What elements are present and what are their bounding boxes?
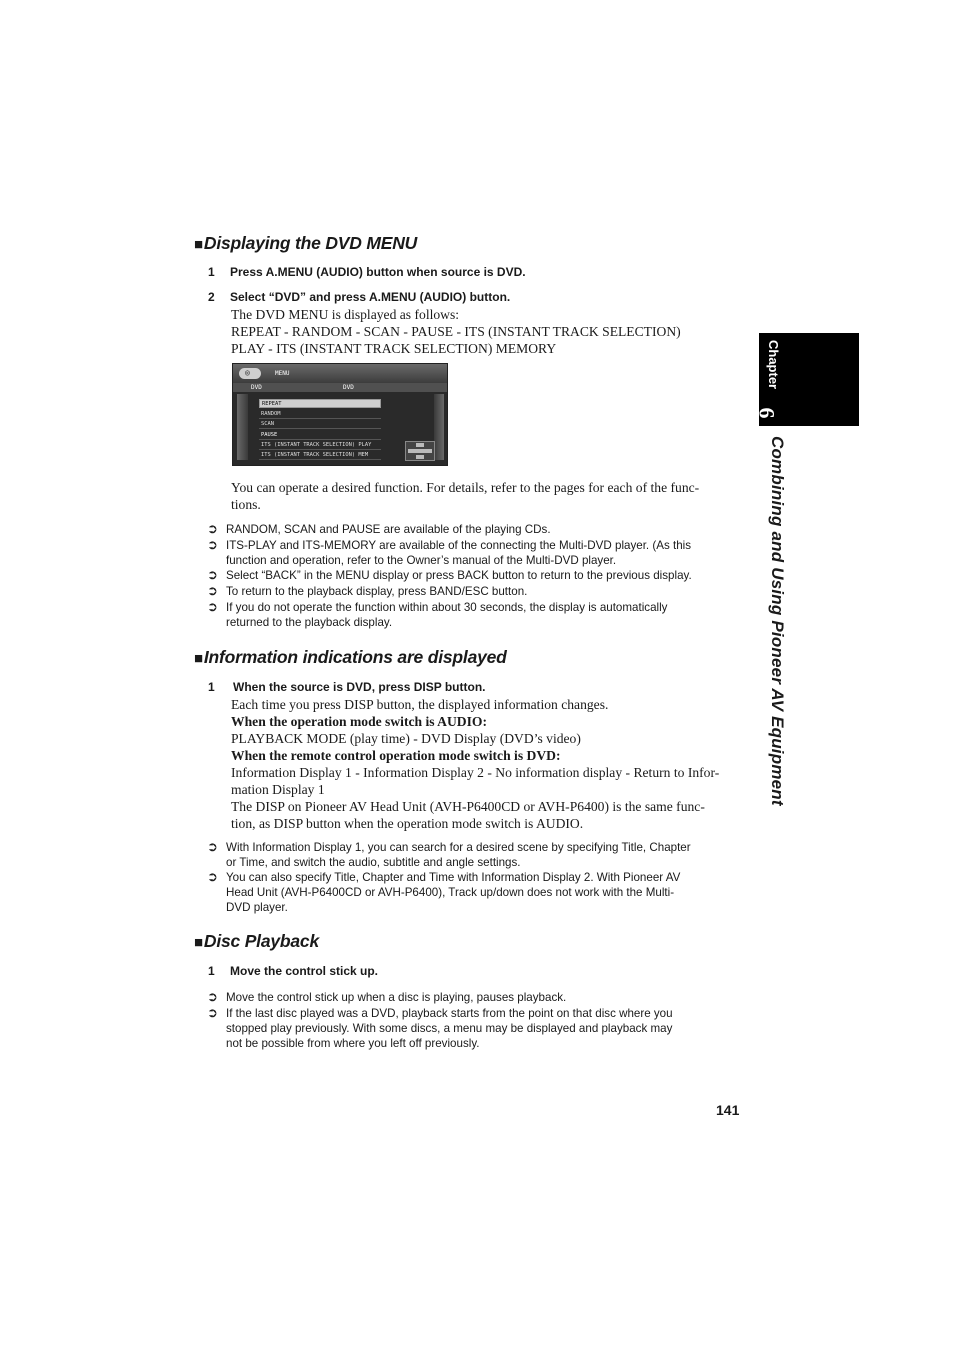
- step-text: Move the control stick up.: [230, 964, 379, 978]
- step: [208, 680, 486, 694]
- note-arrow-icon: ➲: [207, 869, 218, 884]
- note: [207, 1005, 673, 1051]
- chapter-number: 6: [754, 407, 780, 419]
- section-marker: ■: [194, 934, 203, 951]
- note: [207, 869, 681, 915]
- note-line: Move the control stick up when a disc is playing, pauses playback.: [226, 991, 567, 1004]
- note-line: ITS-PLAY and ITS-MEMORY are available of the connecting the Multi-DVD player. (As this: [226, 539, 692, 552]
- step-number: 1: [208, 964, 215, 978]
- note-arrow-icon: ➲: [207, 583, 218, 598]
- step-number: 1: [208, 680, 215, 694]
- chapter-title: Combining and Using Pioneer AV Equipment: [768, 436, 787, 806]
- page-number: 141: [716, 1102, 740, 1118]
- chapter-tab-label: [754, 340, 787, 426]
- step-number: 1: [208, 265, 215, 279]
- body-line: PLAYBACK MODE (play time) - DVD Display (DVD’s video): [231, 731, 581, 746]
- section-title: Displaying the DVD MENU: [203, 233, 418, 253]
- note-line: function and operation, refer to the Owner’s manual of the Multi-DVD player.: [226, 554, 617, 567]
- screen-menu-item: PAUSE: [259, 431, 381, 440]
- screen-subbar: [233, 383, 447, 392]
- body-text: [231, 306, 681, 357]
- body-line: mation Display 1: [231, 782, 325, 797]
- screen-dvd-label: DVD: [343, 384, 354, 391]
- screen-control-pad-icon: [405, 441, 435, 461]
- body-line: Each time you press DISP button, the displayed information changes.: [231, 697, 609, 712]
- note-line: To return to the playback display, press BAND/ESC button.: [226, 585, 528, 598]
- note-line: RANDOM, SCAN and PAUSE are available of the playing CDs.: [226, 523, 551, 536]
- body-line: You can operate a desired function. For details, refer to the pages for each of the func-: [231, 480, 700, 495]
- note: [207, 537, 692, 568]
- screen-right-rail: [434, 394, 444, 460]
- section-heading-disc-playback: [194, 931, 319, 952]
- section-marker: ■: [194, 650, 203, 667]
- note-line: not be possible from where you left off previously.: [226, 1037, 480, 1050]
- body-line-bold: When the remote control operation mode switch is DVD:: [231, 748, 561, 763]
- note: [207, 521, 551, 537]
- screen-menu-item: SCAN: [259, 420, 381, 429]
- body-line: PLAY - ITS (INSTANT TRACK SELECTION) MEMORY: [231, 341, 557, 356]
- body-line: REPEAT - RANDOM - SCAN - PAUSE - ITS (INSTANT TRACK SELECTION): [231, 324, 681, 339]
- screen-left-rail: [237, 394, 248, 460]
- note-arrow-icon: ➲: [207, 567, 218, 582]
- note-line: returned to the playback display.: [226, 616, 393, 629]
- note: [207, 839, 691, 870]
- note-line: stopped play previously. With some discs, a menu may be displayed and playback may: [226, 1022, 673, 1035]
- step-text: When the source is DVD, press DISP button.: [233, 680, 486, 694]
- body-line: tions.: [231, 497, 261, 512]
- disc-glyph-icon: ◎: [245, 368, 250, 377]
- body-line: The DISP on Pioneer AV Head Unit (AVH-P6400CD or AVH-P6400) is the same func-: [231, 799, 705, 814]
- step: [208, 964, 378, 978]
- step-number: 2: [208, 290, 215, 304]
- screen-header: [233, 364, 447, 383]
- chapter-label: Chapter: [766, 340, 781, 390]
- screen-menu-item: REPEAT: [259, 399, 381, 408]
- note-line: If you do not operate the function within about 30 seconds, the display is automatically: [226, 601, 668, 614]
- body-text: [231, 696, 719, 832]
- step: [208, 290, 510, 304]
- body-line: tion, as DISP button when the operation mode switch is AUDIO.: [231, 816, 584, 831]
- note-arrow-icon: ➲: [207, 1005, 218, 1020]
- dvd-menu-screenshot: [232, 363, 448, 466]
- note-arrow-icon: ➲: [207, 537, 218, 552]
- step-text: Press A.MENU (AUDIO) button when source is DVD.: [230, 265, 526, 279]
- note: [207, 599, 668, 630]
- body-line-bold: When the operation mode switch is AUDIO:: [231, 714, 488, 729]
- note-line: You can also specify Title, Chapter and Time with Information Display 2. With Pioneer AV: [226, 871, 681, 884]
- section-marker: ■: [194, 236, 203, 253]
- note: [207, 567, 692, 583]
- body-line: Information Display 1 - Information Display 2 - No information display - Return to Infor-: [231, 765, 720, 780]
- disc-icon: [239, 368, 261, 379]
- note: [207, 989, 567, 1005]
- body-text: [231, 479, 699, 513]
- note-arrow-icon: ➲: [207, 599, 218, 614]
- step: [208, 265, 526, 279]
- step-text: Select “DVD” and press A.MENU (AUDIO) button.: [230, 290, 511, 304]
- note-line: Head Unit (AVH-P6400CD or AVH-P6400), Track up/down does not work with the Multi-: [226, 886, 675, 899]
- note-line: Select “BACK” in the MENU display or press BACK button to return to the previous display.: [226, 569, 692, 582]
- section-title: Disc Playback: [203, 931, 319, 951]
- screen-menu-item: ITS (INSTANT TRACK SELECTION) PLAY: [259, 441, 381, 450]
- note-line: or Time, and switch the audio, subtitle and angle settings.: [226, 856, 521, 869]
- note-arrow-icon: ➲: [207, 521, 218, 536]
- screen-menu-item: ITS (INSTANT TRACK SELECTION) MEM: [259, 451, 381, 460]
- section-heading-information: [194, 647, 507, 668]
- screen-menu-item: RANDOM: [259, 410, 381, 419]
- note-arrow-icon: ➲: [207, 989, 218, 1004]
- note-line: If the last disc played was a DVD, playback starts from the point on that disc where you: [226, 1007, 673, 1020]
- screen-menu-label: MENU: [275, 370, 290, 377]
- note-line: DVD player.: [226, 901, 288, 914]
- body-line: The DVD MENU is displayed as follows:: [231, 307, 460, 322]
- note: [207, 583, 528, 599]
- screen-source-label: DVD: [251, 384, 262, 391]
- section-title: Information indications are displayed: [203, 647, 507, 667]
- note-line: With Information Display 1, you can search for a desired scene by specifying Title, Chapter: [226, 841, 691, 854]
- section-heading-dvd-menu: [194, 233, 417, 254]
- note-arrow-icon: ➲: [207, 839, 218, 854]
